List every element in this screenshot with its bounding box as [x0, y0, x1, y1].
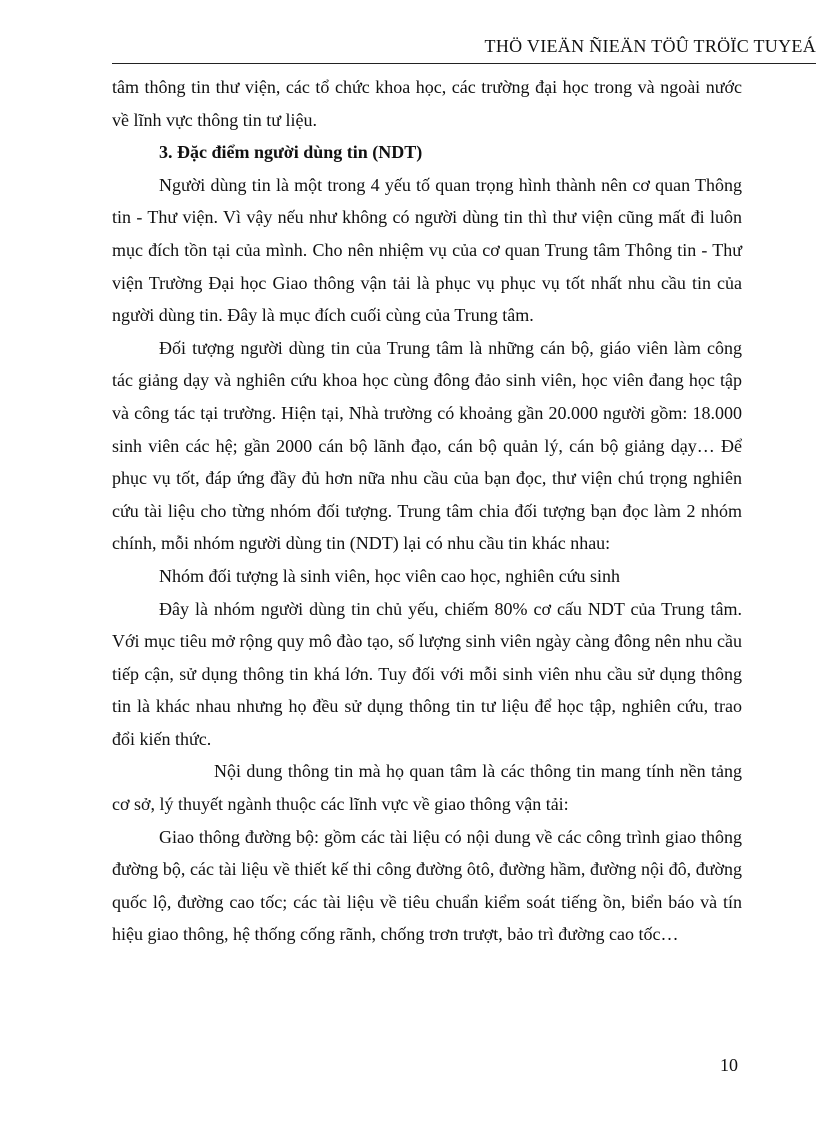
header-rule [112, 63, 816, 64]
page-number: 10 [720, 1055, 738, 1075]
section-heading: 3. Đặc điểm người dùng tin (NDT) [159, 142, 423, 163]
page-body [112, 71, 742, 951]
paragraph: Giao thông đường bộ: gồm các tài liệu có nội dung về các công trình giao thông đường bộ, các tài liệu về thiết kế thi công đường ôtô, đường hầm, đường nội đô, đường quốc lộ, đường cao tốc; các tài liệu về tiêu chuẩn kiểm soát tiếng ồn, biển báo và tín hiệu giao thông, hệ thống cống rãnh, chống trơn trượt, bảo trì đường cao tốc… [112, 826, 742, 945]
paragraph: Nội dung thông tin mà họ quan tâm là các thông tin mang tính nền tảng cơ sở, lý thuyết ngành thuộc các lĩnh vực về giao thông vận tải: [112, 761, 742, 815]
paragraph-continuation: tâm thông tin thư viện, các tổ chức khoa học, các trường đại học trong và ngoài nước về lĩnh vực thông tin tư liệu. [112, 77, 742, 130]
paragraph: Đây là nhóm người dùng tin chủ yếu, chiếm 80% cơ cấu NDT của Trung tâm. Với mục tiêu mở rộng quy mô đào tạo, số lượng sinh viên ngày càng đông nên nhu cầu tiếp cận, sử dụng thông tin khá lớn. Tuy đối với mỗi sinh viên nhu cầu sử dụng thông tin là khác nhau nhưng họ đều sử dụng thông tin tư liệu để học tập, nghiên cứu, trao đổi kiến thức. [112, 598, 742, 749]
running-header: THÖ VIEÄN ÑIEÄN TÖÛ TRÖÏC TUYEÁ [484, 36, 816, 56]
paragraph: Người dùng tin là một trong 4 yếu tố quan trọng hình thành nên cơ quan Thông tin - Thư viện. Vì vậy nếu như không có người dùng tin thì thư viện cũng mất đi luôn mục đích tồn tại của mình. Cho nên nhiệm vụ của cơ quan Trung tâm Thông tin - Thư viện Trường Đại học Giao thông vận tải là phục vụ phục vụ tốt nhất nhu cầu tin của người dùng tin. Đây là mục đích cuối cùng của Trung tâm. [112, 174, 742, 326]
paragraph: Nhóm đối tượng là sinh viên, học viên cao học, nghiên cứu sinh [159, 565, 620, 586]
paragraph: Đối tượng người dùng tin của Trung tâm là những cán bộ, giáo viên làm công tác giảng dạy và nghiên cứu khoa học cùng đông đảo sinh viên, học viên đang học tập và công tác tại trường. Hiện tại, Nhà trường có khoảng gần 20.000 người gồm: 18.000 sinh viên các hệ; gần 2000 cán bộ lãnh đạo, cán bộ quản lý, cán bộ giảng dạy… Để phục vụ tốt, đáp ứng đầy đủ hơn nữa nhu cầu của bạn đọc, thư viện chú trọng nghiên cứu tài liệu cho từng nhóm đối tượng. Trung tâm chia đối tượng bạn đọc làm 2 nhóm chính, mỗi nhóm người dùng tin (NDT) lại có nhu cầu tin khác nhau: [112, 337, 742, 554]
